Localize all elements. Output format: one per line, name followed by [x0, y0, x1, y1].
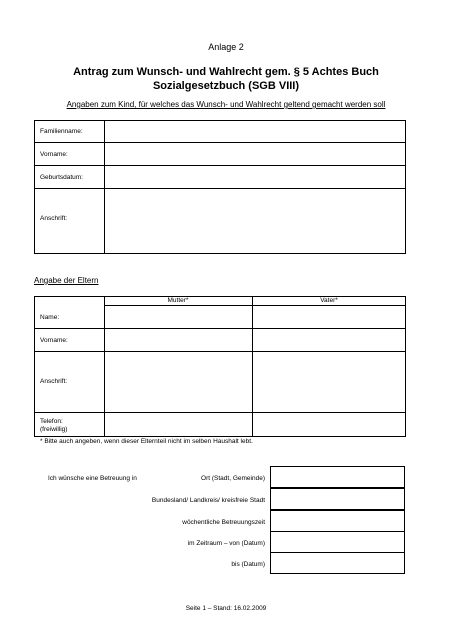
betreuung-label-zeit: wöchentliche Betreuungszeit — [182, 519, 265, 526]
kind-label-familienname: Familienname: — [40, 128, 83, 135]
eltern-label-telefon — [40, 418, 67, 434]
vater-field-anschrift[interactable] — [253, 352, 405, 412]
mutter-field-anschrift[interactable] — [105, 352, 252, 412]
anlage-label: Anlage 2 — [208, 42, 244, 52]
betreuung-field-ort[interactable] — [270, 466, 405, 488]
betreuung-field-von[interactable] — [270, 531, 405, 553]
col-header-mutter: Mutter* — [167, 297, 189, 304]
kind-field-anschrift[interactable] — [105, 189, 405, 253]
betreuung-label-bundesland: Bundesland/ Landkreis/ kreisfreie Stadt — [151, 497, 265, 504]
vater-field-telefon[interactable] — [253, 413, 405, 436]
betreuung-field-bis[interactable] — [270, 552, 405, 574]
kind-section-heading: Angaben zum Kind, für welches das Wunsch- und Wahlrecht geltend gemacht werden soll — [66, 100, 386, 109]
betreuung-field-bundesland[interactable] — [270, 488, 405, 510]
kind-label-geburtsdatum: Geburtsdatum: — [40, 174, 83, 181]
mutter-field-vorname[interactable] — [105, 329, 252, 351]
vater-field-vorname[interactable] — [253, 329, 405, 351]
page-footer: Seite 1 – Stand: 16.02.2009 — [185, 605, 267, 612]
telefon-label: Telefon: — [40, 418, 63, 425]
title-line-1: Antrag zum Wunsch- und Wahlrecht gem. § 5 Achtes Buch — [73, 66, 379, 78]
col-header-vater: Vater* — [320, 297, 338, 304]
betreuung-label-ort: Ort (Stadt, Gemeinde) — [201, 475, 265, 482]
betreuung-label-von: im Zeitraum – von (Datum) — [187, 540, 265, 547]
mutter-field-telefon[interactable] — [105, 413, 252, 436]
betreuung-intro: Ich wünsche eine Betreuung in — [48, 475, 137, 482]
kind-label-vorname: Vorname: — [40, 151, 68, 158]
eltern-footnote: * Bitte auch angeben, wenn dieser Elternteil nicht im selben Haushalt lebt. — [40, 438, 253, 445]
eltern-label-name: Name: — [40, 314, 60, 321]
kind-field-familienname[interactable] — [105, 121, 405, 142]
kind-label-anschrift: Anschrift: — [40, 215, 68, 222]
betreuung-label-bis: bis (Datum) — [231, 561, 265, 568]
kind-field-vorname[interactable] — [105, 143, 405, 165]
mutter-field-name[interactable] — [105, 306, 252, 328]
eltern-label-vorname: Vorname: — [40, 337, 68, 344]
title-line-2: Sozialgesetzbuch (SGB VIII) — [152, 80, 300, 92]
kind-field-geburtsdatum[interactable] — [105, 166, 405, 188]
betreuung-field-zeit[interactable] — [270, 510, 405, 532]
vater-field-name[interactable] — [253, 306, 405, 328]
eltern-section-heading: Angabe der Eltern — [34, 276, 99, 285]
eltern-label-anschrift: Anschrift: — [40, 378, 68, 385]
freiwillig-label: (freiwillig) — [40, 426, 68, 433]
page-title — [0, 65, 452, 93]
